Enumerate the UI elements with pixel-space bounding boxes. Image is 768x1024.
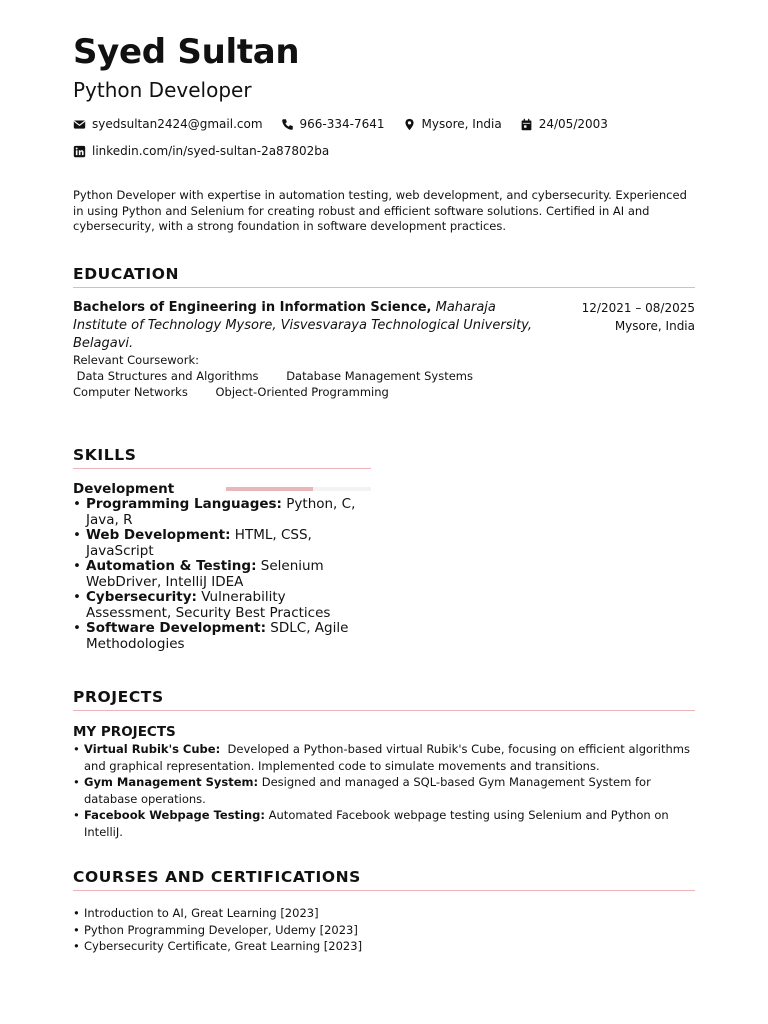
education-meta [582,299,695,353]
location-text: Mysore, India [421,117,502,131]
section-title-education: EDUCATION [73,265,695,288]
coursework-label: Relevant Coursework: [73,352,199,367]
linkedin-text: linkedin.com/in/syed-sultan-2a87802ba [92,144,330,158]
coursework-item: Computer Networks [73,384,188,399]
skill-level-fill [226,487,313,491]
coursework-item: Database Management Systems [286,369,474,383]
skill-item-value: SDLC, Agile Methodologies [86,620,349,652]
education-degree: Bachelors of Engineering in Information Science, [73,299,432,315]
project-item-label: Facebook Webpage Testing: [84,808,265,822]
project-item-value: Designed and managed a SQL-based Gym Management System for database operations. [84,775,651,806]
contact-row [73,116,695,132]
skill-item [73,497,371,528]
project-item [73,807,695,840]
skill-item [73,528,371,559]
section-title-skills: SKILLS [73,446,371,469]
skill-level-bar [226,487,371,491]
resume-page [73,32,695,955]
course-item: • Python Programming Developer, Udemy [2023] [73,922,695,939]
education-school: Maharaja Institute of Technology Mysore, Visvesvaraya Technological University, Belagavi. [73,299,532,351]
education-dates: 12/2021 – 08/2025 [581,300,695,315]
linkedin-icon [73,145,86,158]
skill-category-label: Development [73,481,175,497]
skill-item-value: Vulnerability Assessment, Security Best Practices [86,589,331,621]
project-list [73,741,695,840]
contact-email[interactable] [73,116,263,132]
map-pin-icon [403,118,416,131]
education-section [73,265,695,401]
projects-subtitle: MY PROJECTS [73,724,176,740]
section-title-courses: COURSES AND CERTIFICATIONS [73,868,695,891]
skill-item-label: Software Development: [86,620,266,636]
education-entry [73,299,695,353]
skill-item-label: Cybersecurity: [86,589,197,605]
contact-row-linkedin [73,143,695,159]
email-text: syedsultan2424@gmail.com [92,117,263,131]
phone-icon [281,118,294,131]
project-item [73,741,695,774]
skill-item-value: HTML, CSS, JavaScript [86,527,312,559]
contact-phone[interactable] [281,116,385,132]
envelope-icon [73,118,86,131]
course-item: • Introduction to AI, Great Learning [2023] [73,905,695,922]
skill-item-value: Python, C, Java, R [86,496,356,528]
project-item [73,774,695,807]
skill-item-label: Programming Languages: [86,496,282,512]
skill-category [73,481,371,497]
skills-section [73,446,371,652]
education-title [73,299,553,353]
course-item: • Cybersecurity Certificate, Great Learning [2023] [73,938,695,955]
contact-birthdate [520,116,608,132]
skill-list [73,497,371,652]
coursework-item: Data Structures and Algorithms [76,369,259,383]
courses-section [73,868,695,955]
candidate-name: Syed Sultan [73,32,300,72]
birthdate-text: 24/05/2003 [538,117,608,131]
skill-item [73,621,371,652]
contact-linkedin[interactable] [73,143,329,159]
projects-section [73,688,695,840]
skill-item [73,559,371,590]
project-item-label: Gym Management System: [84,775,259,789]
coursework-list [73,369,543,400]
section-title-projects: PROJECTS [73,688,695,711]
project-item-label: Virtual Rubik's Cube: [84,742,221,756]
candidate-role: Python Developer [73,78,252,102]
phone-text: 966-334-7641 [299,117,385,131]
skill-item-label: Web Development: [86,527,231,543]
course-list [73,905,695,955]
education-location: Mysore, India [614,318,695,333]
calendar-icon [520,118,533,131]
project-item-value: Automated Facebook webpage testing using Selenium and Python on IntelliJ. [84,808,669,839]
skill-item [73,590,371,621]
skill-item-value: Selenium WebDriver, IntelliJ IDEA [86,558,324,590]
skill-item-label: Automation & Testing: [86,558,257,574]
project-item-value: Developed a Python-based virtual Rubik's Cube, focusing on efficient algorithms and graphical representation. Implemented code to simulate movements and transitions. [84,742,690,773]
contact-location [403,116,502,132]
profile-summary: Python Developer with expertise in automation testing, web development, and cybersecurity. Experienced in using Python and Selenium for creating robust and efficient software solutions. Certified in AI and cybersecurity, with a strong foundation in software development practices. [73,188,687,233]
coursework-item: Object-Oriented Programming [215,384,389,399]
